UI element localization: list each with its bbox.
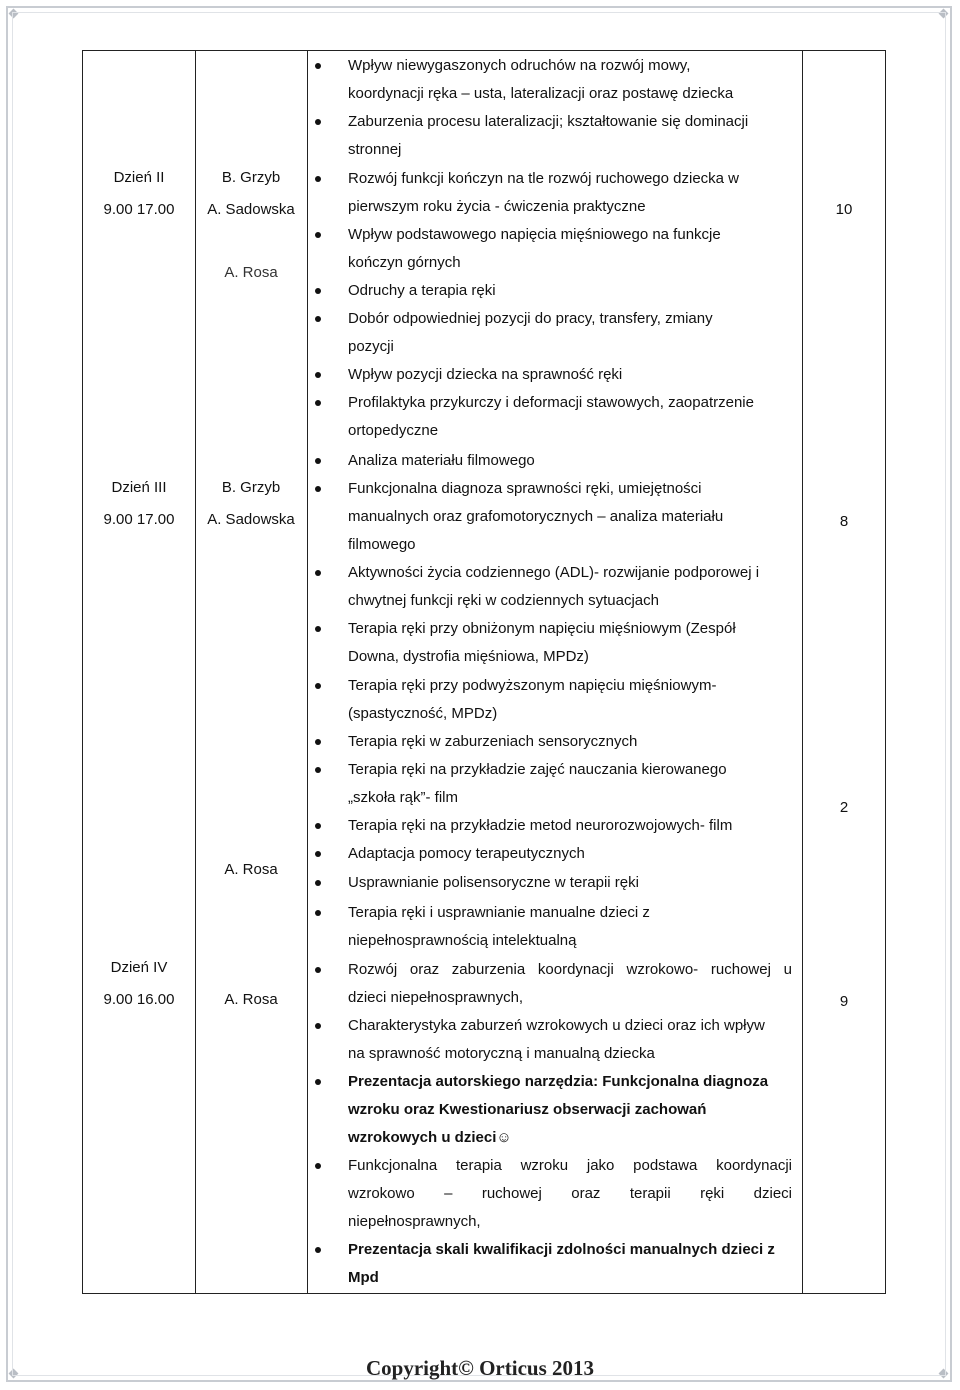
bullet-icon [315, 176, 321, 182]
topic-line: Terapia ręki w zaburzeniach sensorycznych [307, 728, 802, 756]
lecturer: A. Rosa [224, 991, 278, 1008]
bullet-icon [315, 1163, 321, 1169]
bullet-icon [315, 880, 321, 886]
copyright-footer: Copyright© Orticus 2013 [365, 1356, 595, 1380]
day-label: Dzień III [111, 479, 167, 496]
topic-line: wzroku oraz Kwestionariusz obserwacji zachowań [348, 1101, 707, 1118]
lecturer: B. Grzyb [221, 479, 281, 496]
lecturer: A. Sadowska [207, 511, 295, 528]
topic-line: manualnych oraz grafomotorycznych – analiza materiału [348, 508, 724, 525]
topic-line: ortopedyczne [348, 422, 439, 439]
bullet-icon [315, 1247, 321, 1253]
bullet-icon [315, 486, 321, 492]
topic-line: Terapia ręki przy podwyższonym napięciu mięśniowym- [307, 672, 802, 700]
bullet-icon [315, 1023, 321, 1029]
topic-line: Funkcjonalna terapia wzroku jako podstawa koordynacji [307, 1152, 802, 1180]
topic-line: Charakterystyka zaburzeń wzrokowych u dzieci oraz ich wpływ [307, 1012, 802, 1040]
topic-line: dzieci niepełnosprawnych, [348, 989, 524, 1006]
day-label: Dzień IV [110, 959, 168, 976]
column-divider [802, 51, 803, 1293]
topic-line: „szkoła rąk”- film [348, 789, 459, 806]
topic-line: Wpływ niewygaszonych odruchów na rozwój mowy, [307, 52, 802, 80]
topic-line: filmowego [348, 536, 416, 553]
bullet-icon [315, 683, 321, 689]
hours-value: 2 [839, 799, 849, 816]
topic-line: Zaburzenia procesu lateralizacji; kształtowanie się dominacji [307, 108, 802, 136]
topic-line: kończyn górnych [348, 254, 461, 271]
topic-line: Aktywności życia codziennego (ADL)- rozwijanie podporowej i [307, 559, 802, 587]
hours-value: 8 [839, 513, 849, 530]
topic-line: Terapia ręki i usprawnianie manualne dzieci z [307, 899, 802, 927]
bullet-icon [315, 767, 321, 773]
topic-line: koordynacji ręka – usta, lateralizacji oraz postawę dziecka [348, 85, 734, 102]
topic-line: chwytnej funkcji ręki w codziennych sytuacjach [348, 592, 659, 609]
lecturer: B. Grzyb [221, 169, 281, 186]
bullet-icon [315, 63, 321, 69]
lecturer: A. Rosa [224, 861, 278, 878]
schedule-table [82, 50, 886, 1294]
topic-line: niepełnosprawnością intelektualną [348, 932, 577, 949]
bullet-icon [315, 400, 321, 406]
topic-line: Terapia ręki na przykładzie metod neurorozwojowych- film [307, 812, 802, 840]
topic-line: Dobór odpowiedniej pozycji do pracy, transfery, zmiany [307, 305, 802, 333]
topic-line: wzrokowych u dzieci☺ [348, 1129, 512, 1146]
topic-line: Wpływ podstawowego napięcia mięśniowego na funkcje [307, 221, 802, 249]
bullet-icon [315, 119, 321, 125]
bullet-icon [315, 570, 321, 576]
column-divider [195, 51, 196, 1293]
topic-line: Rozwój oraz zaburzenia koordynacji wzrokowo- ruchowej u [307, 956, 802, 984]
topic-line: Analiza materiału filmowego [307, 447, 802, 475]
topic-line: Adaptacja pomocy terapeutycznych [307, 840, 802, 868]
day-time: 9.00 17.00 [103, 511, 175, 528]
topic-line: (spastyczność, MPDz) [348, 705, 498, 722]
topic-line: Wpływ pozycji dziecka na sprawność ręki [307, 361, 802, 389]
topic-line: Usprawnianie polisensoryczne w terapii ręki [307, 869, 802, 897]
topic-line: Mpd [348, 1269, 379, 1286]
topic-line: na sprawność motoryczną i manualną dziecka [348, 1045, 655, 1062]
topic-line: Prezentacja autorskiego narzędzia: Funkcjonalna diagnoza [307, 1068, 802, 1096]
topic-line: pierwszym roku życia - ćwiczenia praktyczne [348, 198, 646, 215]
day-label: Dzień II [113, 169, 165, 186]
day-time: 9.00 17.00 [103, 201, 175, 218]
topic-line: Funkcjonalna diagnoza sprawności ręki, umiejętności [307, 475, 802, 503]
bullet-icon [315, 372, 321, 378]
bullet-icon [315, 1079, 321, 1085]
bullet-icon [315, 626, 321, 632]
lecturer: A. Rosa [224, 264, 278, 281]
topic-line: Odruchy a terapia ręki [307, 277, 802, 305]
bullet-icon [315, 967, 321, 973]
corner-ornament [8, 8, 20, 20]
bullet-icon [315, 851, 321, 857]
hours-value: 9 [839, 993, 849, 1010]
corner-ornament [938, 8, 950, 20]
topic-line: Rozwój funkcji kończyn na tle rozwój ruchowego dziecka w [307, 165, 802, 193]
bullet-icon [315, 739, 321, 745]
topic-line: pozycji [348, 338, 394, 355]
topic-line: Profilaktyka przykurczy i deformacji stawowych, zaopatrzenie [307, 389, 802, 417]
hours-value: 10 [835, 201, 853, 218]
topic-line: stronnej [348, 141, 402, 158]
lecturer: A. Sadowska [207, 201, 295, 218]
topic-line: wzrokowo – ruchowej oraz terapii ręki dzieci [348, 1185, 792, 1202]
topic-line: Downa, dystrofia mięśniowa, MPDz) [348, 648, 589, 665]
topic-line: niepełnosprawnych, [348, 1213, 481, 1230]
topic-line: Prezentacja skali kwalifikacji zdolności manualnych dzieci z [307, 1236, 802, 1264]
topic-line: Terapia ręki na przykładzie zajęć nauczania kierowanego [307, 756, 802, 784]
bullet-icon [315, 288, 321, 294]
day-time: 9.00 16.00 [103, 991, 175, 1008]
bullet-icon [315, 458, 321, 464]
bullet-icon [315, 232, 321, 238]
bullet-icon [315, 823, 321, 829]
bullet-icon [315, 910, 321, 916]
topic-line: Terapia ręki przy obniżonym napięciu mięśniowym (Zespół [307, 615, 802, 643]
bullet-icon [315, 316, 321, 322]
